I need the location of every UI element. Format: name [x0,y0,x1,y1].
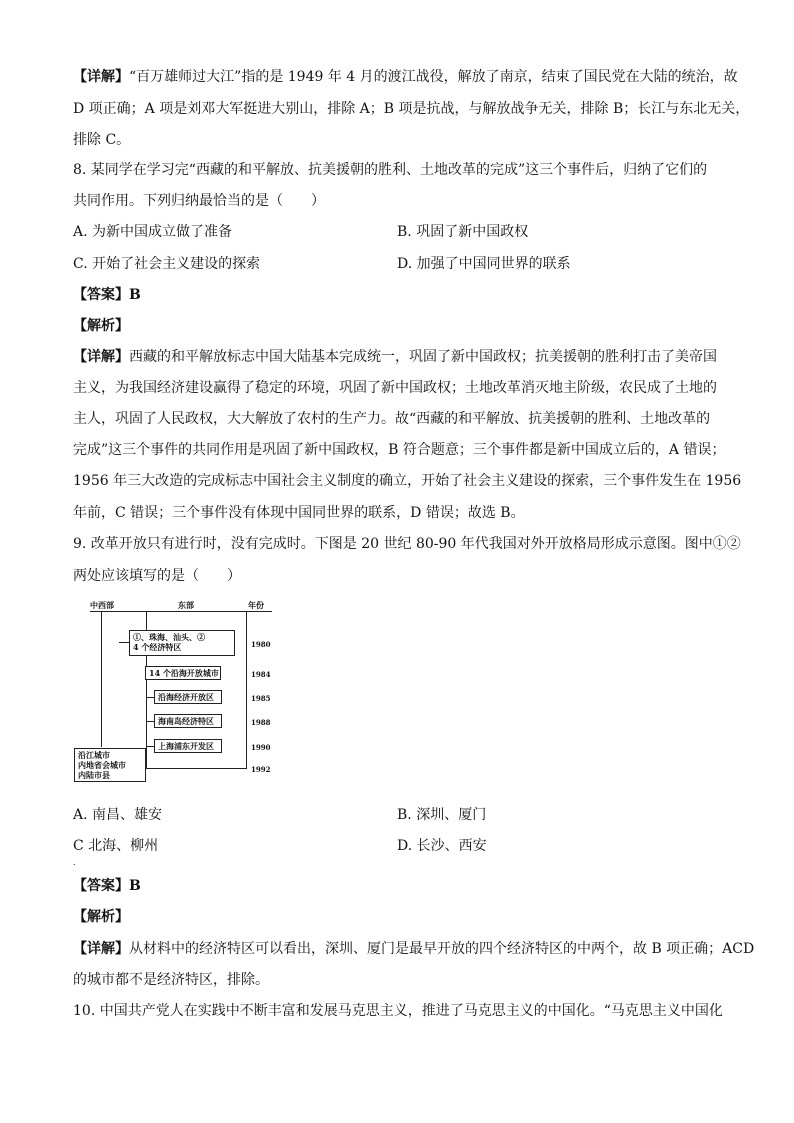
q9-option-b: B. 深圳、厦门 [397,807,487,823]
header-west: 中西部 [90,600,114,610]
q8-option-c: C. 开始了社会主义建设的探索 [73,256,261,272]
q7-detail-line-1 [73,67,738,87]
connector [119,642,129,643]
header-line [90,611,272,612]
box-hainan: 海南岛经济特区 [154,714,222,728]
q7-detail-line-2: D 项正确；A 项是刘邓大军挺进大别山，排除 A；B 项是抗战，与解放战争无关，排除 B；长江与东北无关， [73,101,750,117]
q8-detail-line-1 [73,347,723,367]
q9-stem-line-2: 两处应该填写的是（ ） [73,568,241,584]
west-spine [101,611,102,747]
q8-detail-line-4: 完成”这三个事件的共同作用是巩固了新中国政权，B 符合题意；三个事件都是新中国成立后的，A 错误； [73,442,726,458]
q9-option-c: C 北海、柳州 [73,838,159,854]
text: 从材料中的经济特区可以看出，深圳、厦门是最早开放的四个经济特区的中两个，故 B 项正确；ACD [129,941,755,957]
q8-option-b: B. 巩固了新中国政权 [397,224,529,240]
q8-option-d: D. 加强了中国同世界的联系 [397,256,571,272]
q8-detail-line-5: 1956 年三大改造的完成标志中国社会主义制度的确立，开始了社会主义建设的探索，三个事件发生在 1956 [73,473,742,489]
stray-dot: ． [73,858,81,867]
q9-answer: 【答案】B [73,878,141,894]
box-special-zones [129,630,235,656]
q8-option-a: A. 为新中国成立做了准备 [73,224,233,240]
text: 西藏的和平解放标志中国大陆基本完成统一，巩固了新中国政权；抗美援朝的胜利打击了美帝国 [129,349,717,365]
year-1992: 1992 [251,765,271,774]
box-text: 内地省会城市 [78,760,126,770]
year-1980: 1980 [251,640,271,649]
header-year: 年份 [248,600,264,610]
q9-option-d: D. 长沙、西安 [397,838,487,854]
q8-analysis-label: 【解析】 [73,318,129,334]
box-text: ①、珠海、汕头、② [133,632,205,642]
box-inland [74,748,146,782]
q8-answer: 【答案】B [73,287,141,303]
detail-tag: 【详解】 [73,349,129,365]
q8-detail-line-6: 年前，C 错误；三个事件没有体现中国同世界的联系，D 错误；故选 B。 [73,505,525,521]
q8-stem-line-2: 共同作用。下列归纳最恰当的是（ ） [73,193,325,209]
box-coastal-zone: 沿海经济开放区 [154,690,222,704]
q9-detail-line-1 [73,939,755,959]
box-coastal-cities: 14 个沿海开放城市 [145,666,221,680]
opening-up-diagram [70,600,280,780]
year-1990: 1990 [251,743,271,752]
q7-detail-line-3: 排除 C。 [73,132,131,148]
connector [146,746,154,747]
year-1985: 1985 [251,694,271,703]
connector [146,721,154,722]
q9-analysis-label: 【解析】 [73,909,129,925]
q10-stem-line-1: 10. 中国共产党人在实践中不断丰富和发展马克思主义，推进了马克思主义的中国化。“马克思主义中国化 [73,1003,723,1019]
connector [146,697,154,698]
q9-option-a: A. 南昌、雄安 [73,807,163,823]
q9-detail-line-2: 的城市都不是经济特区，排除。 [73,972,269,988]
year-1988: 1988 [251,718,271,727]
q8-detail-line-2: 主义，为我国经济建设赢得了稳定的环境，巩固了新中国政权；土地改革消灭地主阶级，农民成了土地的 [73,380,717,396]
q8-detail-line-3: 主人，巩固了人民政权，大大解放了农村的生产力。故“西藏的和平解放、抗美援朝的胜利、土地改革的 [73,411,711,427]
q9-stem-line-1: 9. 改革开放只有进行时，没有完成时。下图是 20 世纪 80-90 年代我国对外开放格局形成示意图。图中①② [73,536,741,552]
detail-tag: 【详解】 [73,69,129,85]
year-spine [246,611,247,769]
box-pudong: 上海浦东开发区 [154,739,222,753]
box-text: 4 个经济特区 [133,642,182,652]
box-text: 内陆市县 [78,770,110,780]
q8-stem-line-1: 8. 某同学在学习完“西藏的和平解放、抗美援朝的胜利、土地改革的完成”这三个事件后，归纳了它们的 [73,162,708,178]
header-east: 东部 [178,600,194,610]
year-1984: 1984 [251,670,271,679]
bottom-line [145,768,247,769]
detail-tag: 【详解】 [73,941,129,957]
box-text: 沿江城市 [78,750,110,760]
text: “百万雄师过大江”指的是 1949 年 4 月的渡江战役，解放了南京，结束了国民党在大陆的统治，故 [129,69,738,85]
